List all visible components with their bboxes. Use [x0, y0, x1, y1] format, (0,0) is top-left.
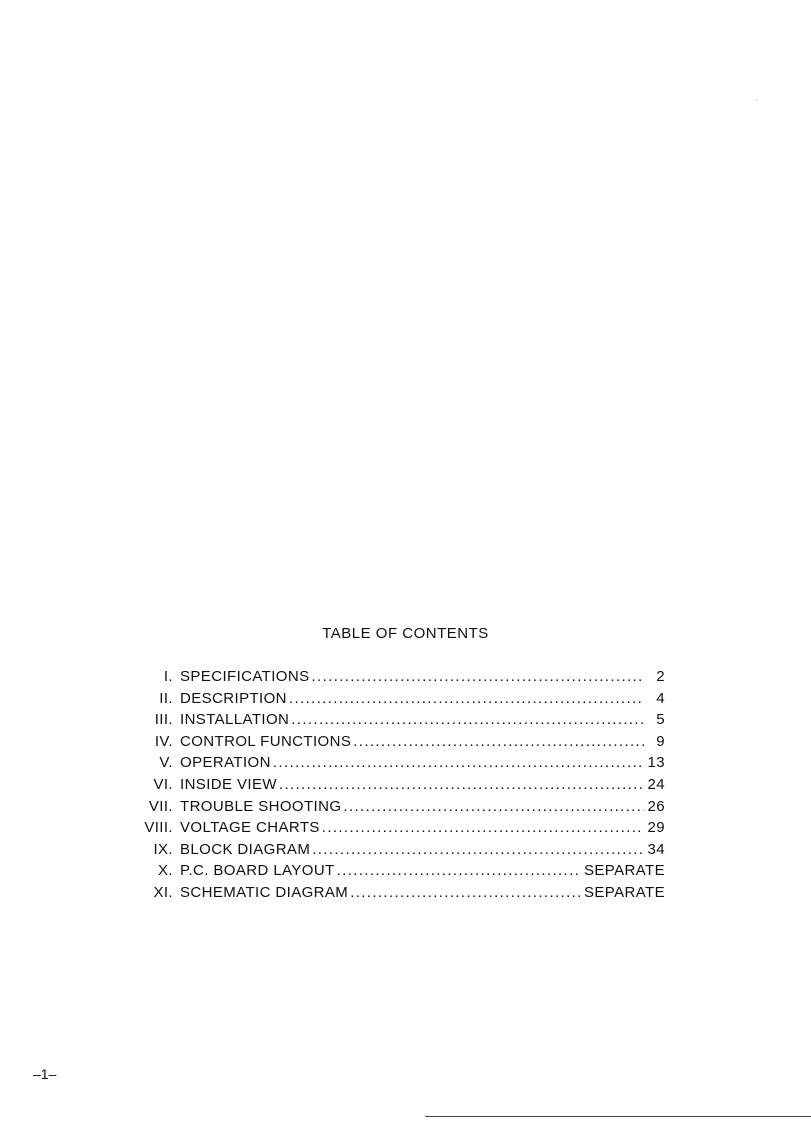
toc-entry-page: 26	[647, 797, 665, 815]
toc-entry-label: OPERATION	[180, 754, 271, 772]
toc-entry-page: 9	[656, 732, 665, 750]
toc-entry-label: DESCRIPTION	[180, 689, 287, 707]
dot-leader	[273, 754, 644, 771]
dot-leader	[337, 862, 581, 879]
toc-entry-page: SEPARATE	[584, 883, 665, 901]
toc-entry-schematic-diagram	[135, 884, 665, 906]
toc-entry-number: X.	[158, 862, 173, 880]
toc-entry-page: 5	[656, 711, 665, 729]
dot-leader	[322, 819, 644, 836]
toc-entry-page: 34	[647, 840, 665, 858]
toc-entry-number: III.	[154, 711, 173, 729]
dot-leader	[350, 884, 581, 901]
toc-entry-page: 2	[656, 668, 665, 685]
dot-leader	[343, 798, 644, 815]
toc-entry-block-diagram	[135, 841, 665, 863]
toc-entry-page: 24	[647, 775, 665, 793]
toc-entry-page: 13	[647, 754, 665, 772]
dot-leader	[312, 841, 644, 858]
toc-entry-installation	[135, 711, 665, 733]
dot-leader	[291, 711, 644, 728]
toc-entry-number: IV.	[154, 732, 173, 750]
scan-speck	[756, 100, 757, 101]
bottom-rule	[425, 1116, 811, 1117]
toc-entry-specifications	[135, 668, 665, 690]
toc-entry-label: SPECIFICATIONS	[180, 668, 310, 685]
toc-entry-label: TROUBLE SHOOTING	[180, 797, 342, 815]
dot-leader	[353, 733, 644, 750]
dot-leader	[289, 690, 644, 707]
dot-leader	[279, 776, 644, 793]
toc-entry-number: VII.	[148, 797, 173, 815]
toc-entry-pc-board-layout	[135, 862, 665, 884]
toc-entry-inside-view	[135, 776, 665, 798]
toc-entry-label: P.C. BOARD LAYOUT	[180, 862, 335, 880]
toc-entry-label: CONTROL FUNCTIONS	[180, 732, 352, 750]
toc-entry-description	[135, 690, 665, 712]
toc-entry-number: I.	[163, 668, 173, 685]
toc-list	[135, 668, 665, 906]
toc-entry-page: 29	[647, 819, 665, 837]
toc-title: TABLE OF CONTENTS	[322, 625, 489, 642]
toc-entry-label: INSIDE VIEW	[180, 775, 277, 793]
toc-entry-number: VI.	[153, 775, 173, 793]
toc-entry-voltage-charts	[135, 819, 665, 841]
dot-leader	[312, 668, 644, 685]
toc-entry-control-functions	[135, 733, 665, 755]
toc-entry-page: 4	[656, 689, 665, 707]
toc-entry-page: SEPARATE	[584, 862, 665, 880]
page-number: –1–	[33, 1066, 57, 1082]
toc-entry-label: VOLTAGE CHARTS	[180, 819, 320, 837]
toc-entry-number: V.	[159, 754, 173, 772]
toc-entry-number: IX.	[153, 840, 173, 858]
toc-entry-number: XI.	[153, 883, 173, 901]
toc-entry-trouble-shooting	[135, 798, 665, 820]
toc-entry-operation	[135, 754, 665, 776]
toc-entry-label: INSTALLATION	[180, 711, 290, 729]
toc-entry-number: II.	[159, 689, 173, 707]
toc-entry-label: BLOCK DIAGRAM	[180, 840, 311, 858]
toc-entry-number: VIII.	[144, 819, 173, 837]
toc-entry-label: SCHEMATIC DIAGRAM	[180, 883, 349, 901]
